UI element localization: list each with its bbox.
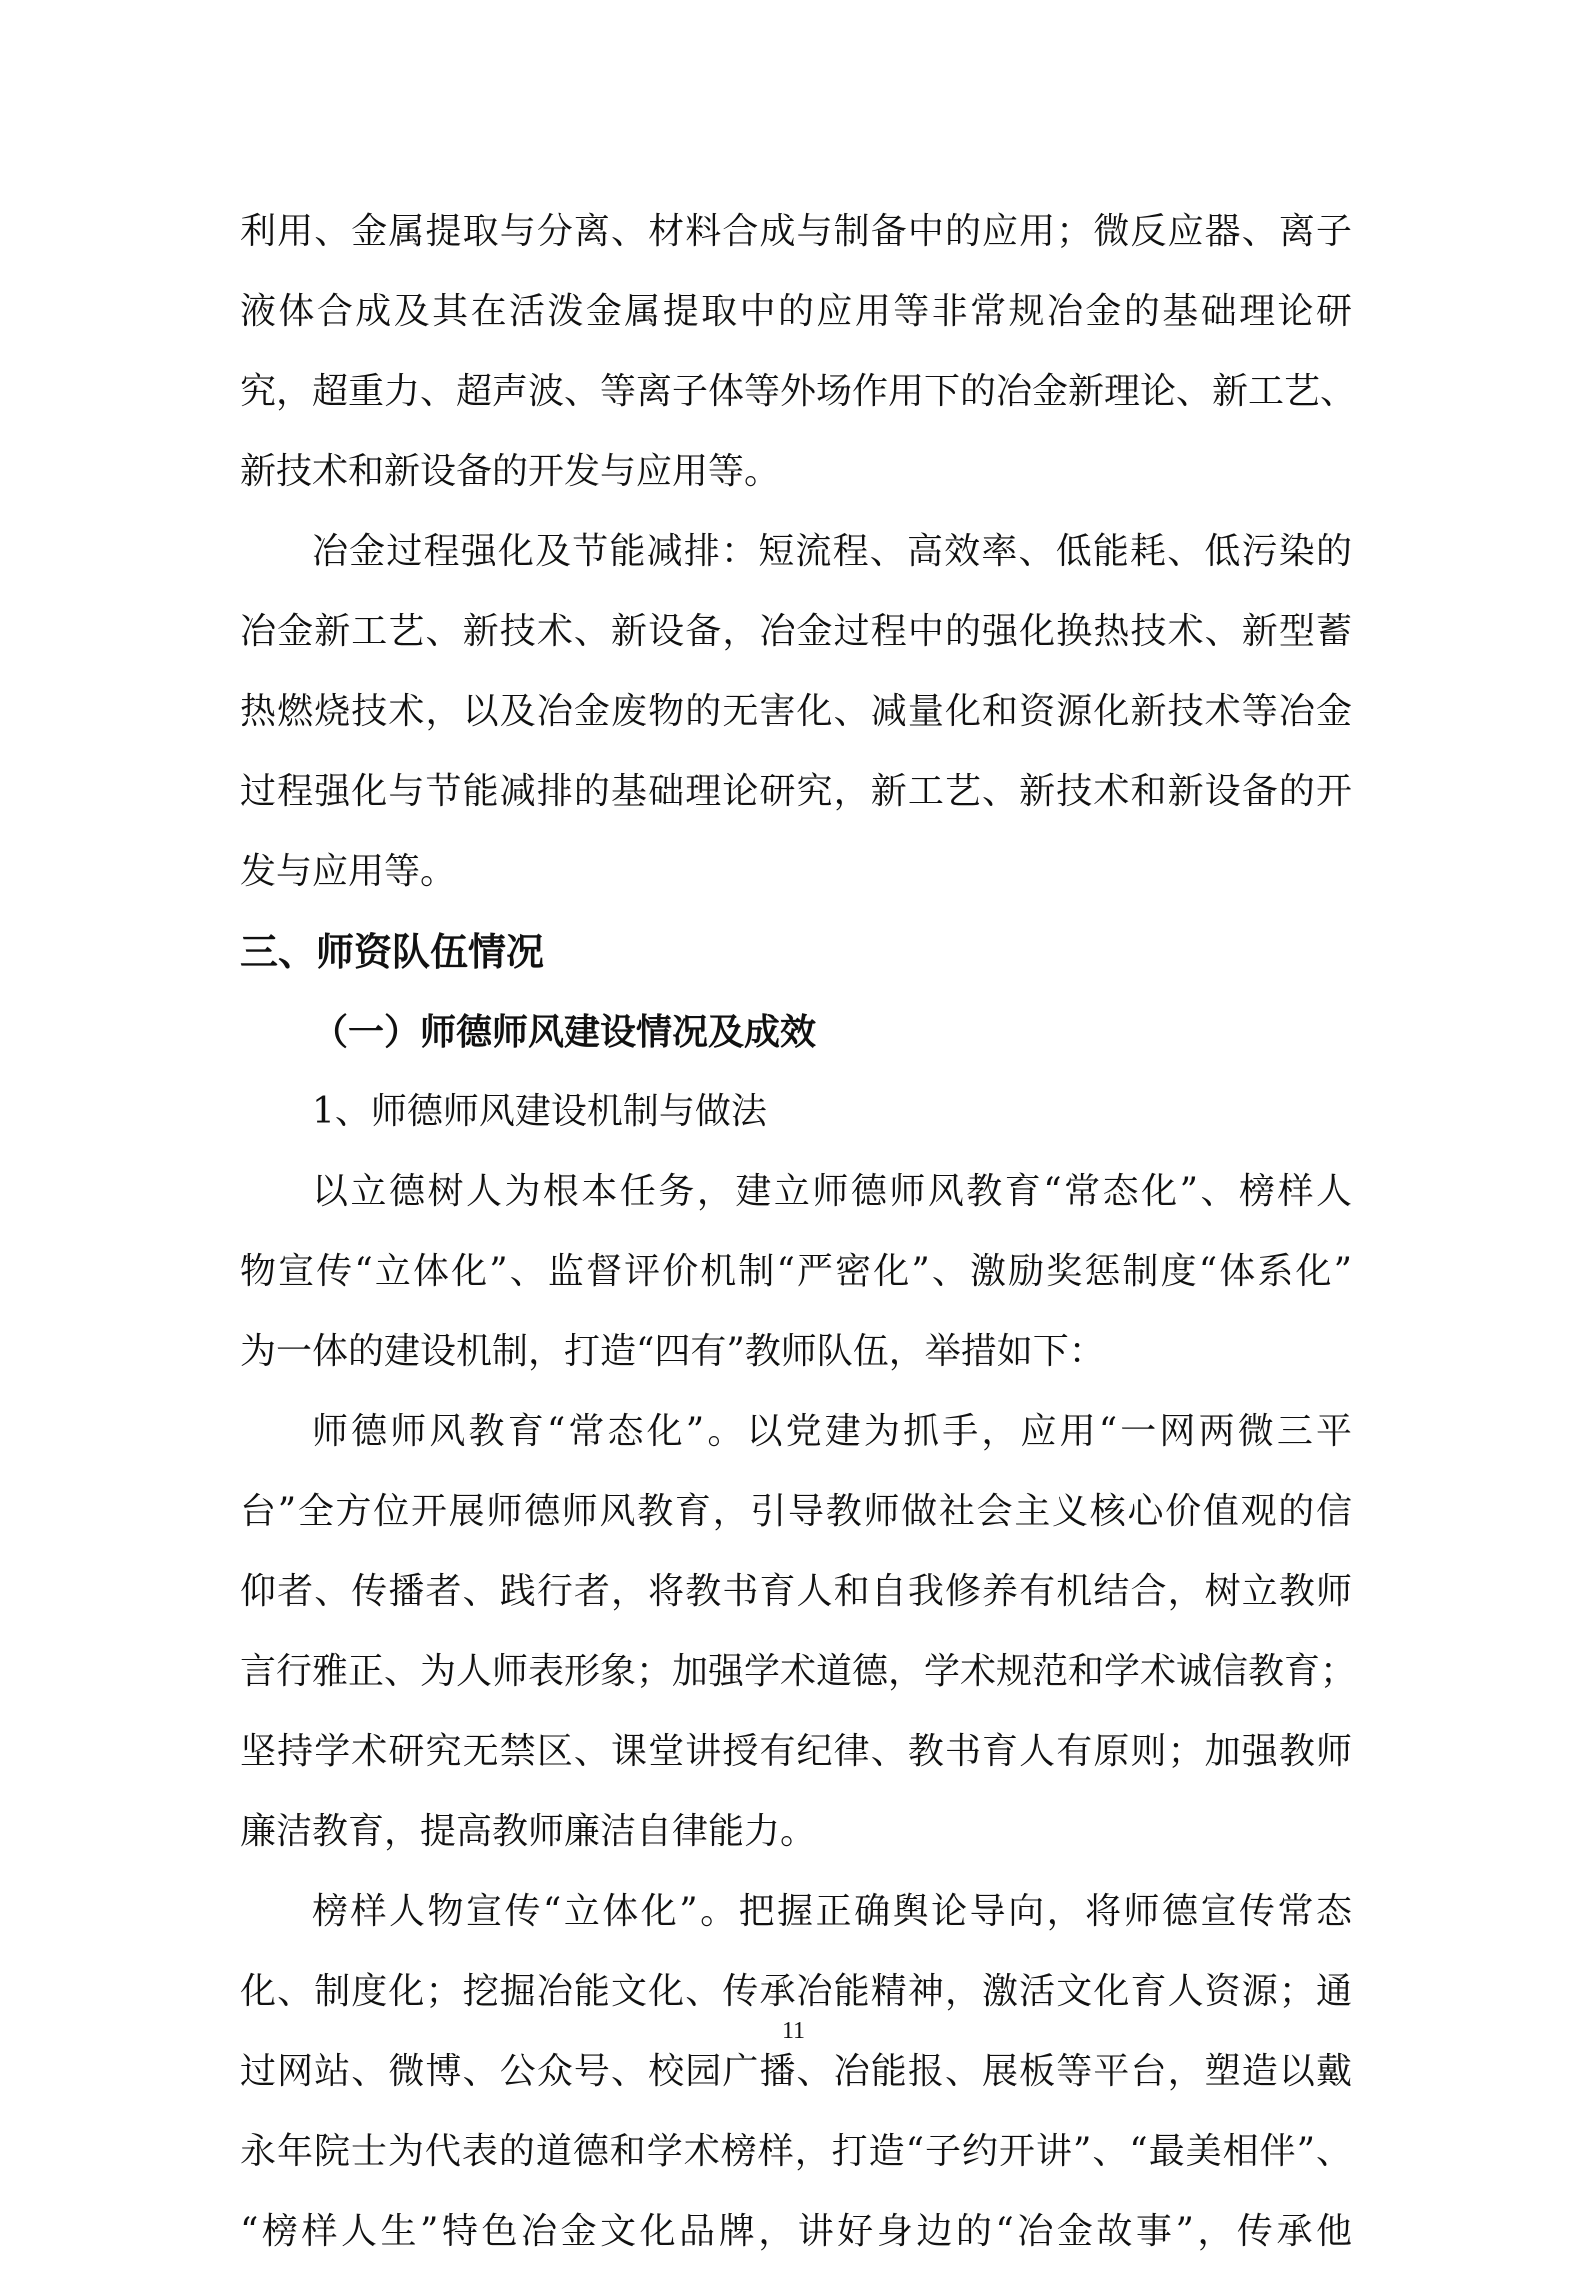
paragraph-line: 化、制度化；挖掘冶能文化、传承冶能精神，激活文化育人资源；通	[240, 1971, 1352, 2012]
paragraph-line: 热燃烧技术，以及冶金废物的无害化、减量化和资源化新技术等冶金	[240, 691, 1352, 732]
paragraph-line: 究，超重力、超声波、等离子体等外场作用下的冶金新理论、新工艺、	[240, 371, 1357, 412]
paragraph-line: 发与应用等。	[240, 851, 457, 892]
paragraph-line: 以立德树人为根本任务，建立师德师风教育“常态化”、榜样人	[312, 1171, 1352, 1212]
subsection-heading: （一）师德师风建设情况及成效	[312, 1011, 817, 1053]
paragraph-line: 利用、金属提取与分离、材料合成与制备中的应用；微反应器、离子	[240, 211, 1352, 252]
paragraph-line: 廉洁教育，提高教师廉洁自律能力。	[240, 1811, 817, 1852]
paragraph-line: 液体合成及其在活泼金属提取中的应用等非常规冶金的基础理论研	[240, 291, 1352, 332]
section-heading: 三、师资队伍情况	[240, 930, 545, 974]
item-heading: 1、师德师风建设机制与做法	[312, 1091, 767, 1132]
paragraph-line: 过网站、微博、公众号、校园广播、冶能报、展板等平台，塑造以戴	[240, 2051, 1352, 2092]
paragraph-line: 师德师风教育“常态化”。以党建为抓手，应用“一网两微三平	[312, 1411, 1352, 1452]
paragraph-line: 新技术和新设备的开发与应用等。	[240, 451, 781, 492]
paragraph-line: 冶金过程强化及节能减排：短流程、高效率、低能耗、低污染的	[312, 531, 1352, 572]
paragraph-line: 为一体的建设机制，打造“四有”教师队伍，举措如下：	[240, 1331, 1105, 1372]
paragraph-line: 言行雅正、为人师表形象；加强学术道德，学术规范和学术诚信教育；	[240, 1651, 1357, 1692]
paragraph-line: 台”全方位开展师德师风教育，引导教师做社会主义核心价值观的信	[240, 1491, 1352, 1532]
paragraph-line: “榜样人生”特色冶金文化品牌，讲好身边的“冶金故事”，传承他	[240, 2211, 1352, 2252]
paragraph-line: 坚持学术研究无禁区、课堂讲授有纪律、教书育人有原则；加强教师	[240, 1731, 1352, 1772]
paragraph-line: 永年院士为代表的道德和学术榜样，打造“子约开讲”、“最美相伴”、	[240, 2131, 1352, 2172]
paragraph-line: 过程强化与节能减排的基础理论研究，新工艺、新技术和新设备的开	[240, 771, 1352, 812]
document-body	[240, 192, 1357, 2272]
paragraph-line: 冶金新工艺、新技术、新设备，冶金过程中的强化换热技术、新型蓄	[240, 611, 1352, 652]
paragraph-line: 物宣传“立体化”、监督评价机制“严密化”、激励奖惩制度“体系化”	[240, 1251, 1352, 1292]
paragraph-line: 仰者、传播者、践行者，将教书育人和自我修养有机结合，树立教师	[240, 1571, 1352, 1612]
page-number: 11	[781, 2018, 806, 2044]
paragraph-line: 榜样人物宣传“立体化”。把握正确舆论导向，将师德宣传常态	[312, 1891, 1352, 1932]
